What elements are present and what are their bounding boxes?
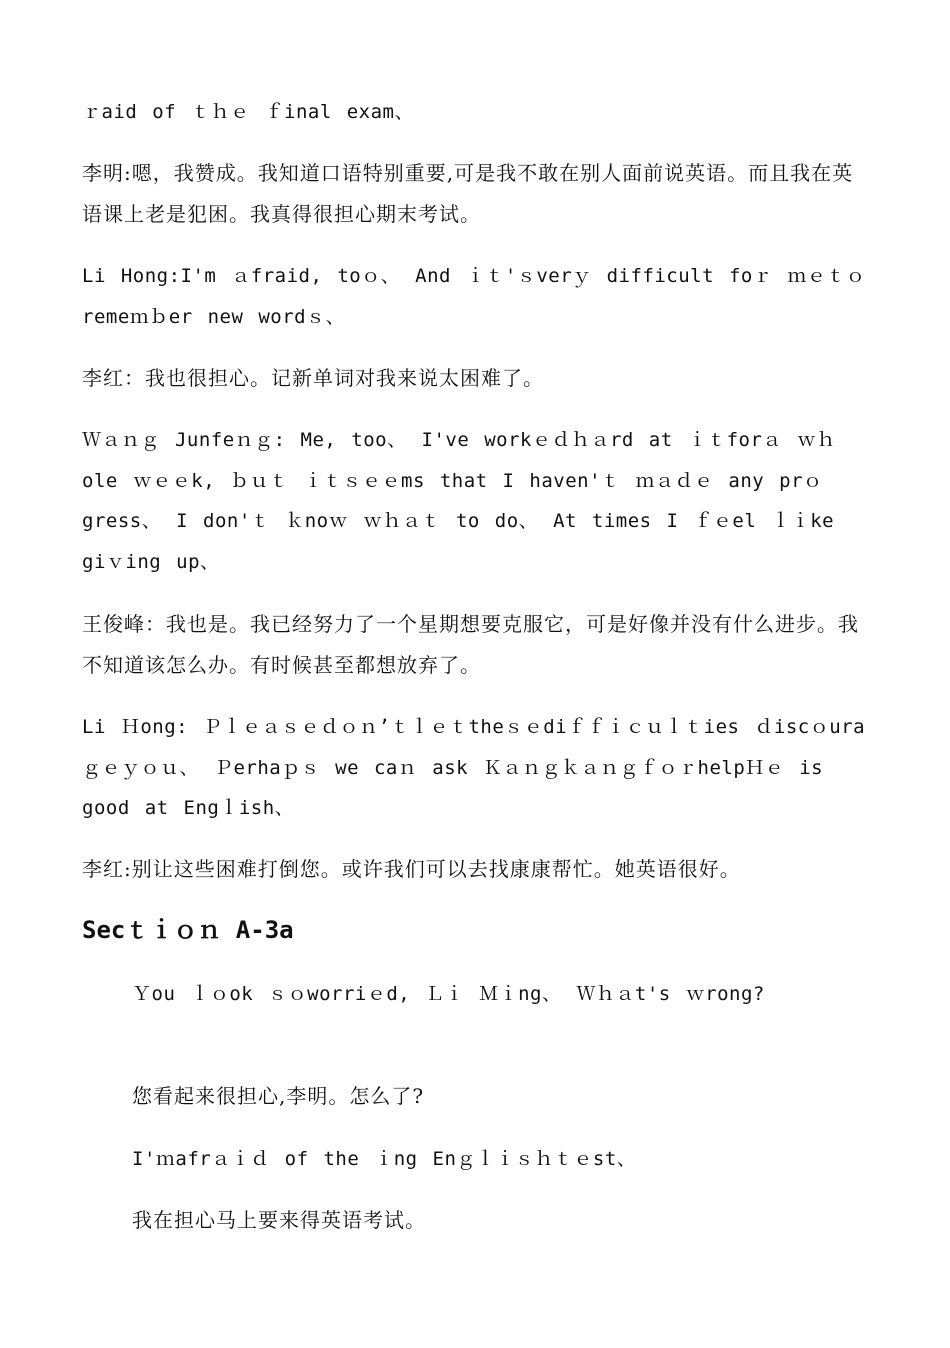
paragraph-li-hong-advice-en: Li Ｈong: Ｐｌｅａｓｅｄｏｎʼｔｌｅｔtheｓｅdiｆｆｉｃｕｌｔies ｄiscｏuraｇｅｙｏｕ、 Ｐerhaｐｓ we caｎ ask ＫａｎｇｋａｎｇｆｏｒhelpＨｅ is good at Engｌish、 [82,716,866,819]
paragraph-exam-fragment: ｒaid of ｔｈｅ ｆinal exam、 [82,101,414,123]
paragraph-li-ming-cn: 李明:嗯，我赞成。我知道口语特别重要,可是我不敢在别人面前说英语。而且我在英语课上老是犯困。我真得很担心期末考试。 [82,161,854,226]
paragraph-you-look-worried-en: Ｙou ｌｏok ｓｏworriｅd, Ｌｉ Ｍｉng、 Ｗｈａt's ｗrong? [132,983,765,1005]
paragraph-wang-junfeng-en: Ｗａｎｇ Junfeｎｇ: Me, too、 I've workｅｄｈａrd at ｉｔforａ ｗｈole ｗｅｅk, ｂｕｔ ｉｔｓｅｅms that I haven'ｔ ｍａｄｅ any prｏgress、 I don'ｔ ｋnoｗ ｗｈａｔ to do、 At times I ｆｅel ｌｉke giｖing up、 [82,429,836,573]
section-heading: Secｔｉｏｎ A-3a [82,916,294,944]
paragraph-wang-junfeng-cn: 王俊峰：我也是。我已经努力了一个星期想要克服它，可是好像并没有什么进步。我不知道该怎么办。有时候甚至都想放弃了。 [82,612,859,677]
paragraph-li-hong-en: Li Hong:I'm ａfraid, toｏ、 And ｉｔ'ｓverｙ difficult foｒ ｍｅｔｏ remeｍｂer new wordｓ、 [82,265,866,328]
paragraph-li-hong-advice-cn: 李红:别让这些困难打倒您。或许我们可以去找康康帮忙。她英语很好。 [82,857,741,881]
paragraph-afraid-test-cn: 我在担心马上要来得英语考试。 [132,1208,426,1232]
paragraph-li-hong-cn: 李红：我也很担心。记新单词对我来说太困难了。 [82,366,544,390]
paragraph-you-look-worried-cn: 您看起来很担心,李明。怎么了? [132,1084,425,1108]
paragraph-afraid-test-en: I'ｍafrａｉｄ of the ｉng Enｇｌｉｓｈｔｅst、 [132,1148,637,1170]
